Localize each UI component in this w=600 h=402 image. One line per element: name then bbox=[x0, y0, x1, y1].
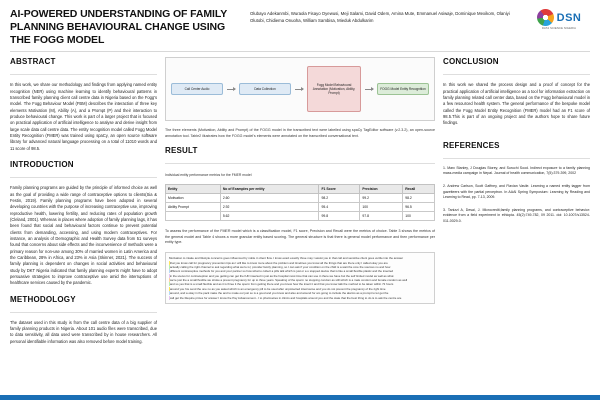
transcript-line-text: and so yes that is a small flexible and as it is three it the sperm from getting there and you know how the insert it and that you know talk the method to be taken within 72 hours bbox=[169, 282, 394, 287]
table-row bbox=[166, 203, 435, 212]
cell-examples: 2.60 bbox=[220, 194, 319, 203]
reference-item: 1. Marc Stanley, J Douglas Storey, and Suruchi Sood. Indirect exposure to a family planning mass-media campaign in Nepal. Journal of health communication, 7(5):379-399, 2002 bbox=[443, 165, 590, 176]
th-precision: Precision bbox=[360, 185, 403, 194]
table-header-row bbox=[166, 185, 435, 194]
transcript-line-text: different contraceptive methods for you and your partner so how what to collect a pills talk which is just or a u stopped device that is like a small flexible plastic and the inserted bbox=[169, 269, 394, 274]
divider bbox=[10, 74, 157, 75]
cell-f1: 95.4 bbox=[319, 203, 360, 212]
column-left bbox=[10, 57, 157, 402]
cell-precision: 99.2 bbox=[360, 194, 403, 203]
organization-logo bbox=[528, 8, 590, 30]
flow-arrow-icon bbox=[227, 89, 235, 90]
transcript-line-text: we're just the a small flexible we stroke a prevent pregnancy for up to three years. Speaking of the sperm no stopping condom as still which is a male condom and female condom as well bbox=[169, 278, 408, 283]
transcript-line bbox=[169, 296, 431, 300]
table-row bbox=[166, 194, 435, 203]
transcript-line-text: call get the Require prices for answer I know the Pay Advancement - I to pharmacies in clinics and hospitals around you and the state that the best thing to do is to ask the centre are bbox=[169, 295, 402, 300]
divider bbox=[10, 177, 157, 178]
cell-recall: 96.5 bbox=[403, 203, 435, 212]
table-row bbox=[166, 212, 435, 221]
cell-recall: 98.2 bbox=[403, 194, 435, 203]
cell-precision: 100 bbox=[360, 203, 403, 212]
introduction-text: Family planning programs are guided by the principle of informed choice as well as the goal of providing a wide range of contraceptive options to clients(Sia & Festin, 2019). Family planning programs have been adopted in several developing countries with the purpose of increasing contraceptive use, improving reproductive health, lowering fertility, and reducing rates of population growth (Cleland, 2001). Whereas in places where adoption of family planning lags, it has been found that social and behavioural factors continue to prevent potential clients from demanding, accessing, and using modern contraceptives. For instance, an analysis of Demographic and Health Survey data from 51 surveys found that concerns about side effects and the inconvenience of methods were a primary reason for non-use among 30% of married women in Latin America and the Caribbean, 28% in Africa, and 23% in Asia (Skinner, 2021). The success of family planning is dependent on changes in social activities and behavioural study by DKT Nigeria indicated that family planning experts might have to adopt persuasive strategies to improve contraceptive use amid the interruptions of healthcare services caused by the pandemic. bbox=[10, 185, 157, 286]
conclusion-text: In this work we shared the process design and a proof of concept for the practical application of artificial intelligence as a tool for information extraction on family planning related call center data, based on the Fogg behavioural model in a few resourced health system. The general performance of the bespoke model called the Fogg Model Entity Recognition (FMER) model had an F1 score of 98.5.This is part of an ongoing project and the authors hope to share future findings. bbox=[443, 82, 590, 126]
th-entity: Entity bbox=[166, 185, 221, 194]
abstract-heading: ABSTRACT bbox=[10, 57, 56, 67]
cell-entity: Ability Prompt bbox=[166, 203, 221, 212]
references-heading: REFERENCES bbox=[443, 140, 500, 150]
diagram-caption: The three elements (Motivation, Ability and Prompt) of the FOGG model in the transcribed text were labelled using spaCy TagEditor software (v.2.3.2), an open-source annotation tool. Table2 illustrates how the FOGG model's elements were annotated on the transcribed conversational text. bbox=[165, 128, 435, 138]
th-recall: Recall bbox=[403, 185, 435, 194]
cell-entity: Motivation bbox=[166, 194, 221, 203]
divider bbox=[165, 163, 435, 164]
divider bbox=[10, 312, 157, 313]
column-middle bbox=[165, 57, 435, 402]
cell-examples: 5.62 bbox=[220, 212, 319, 221]
column-right bbox=[443, 57, 590, 402]
methodology-flow-diagram bbox=[165, 57, 435, 121]
introduction-heading: INTRODUCTION bbox=[10, 160, 74, 170]
author-list: Olubayo Adekanmbi, Wuraola Fisayo Oyewusi, Meji Salami, David Odem, Amina Mute, Emmanuel Asiwaje, Dominique Mexikom, Olaniyi Olutobi, Chidiema Onuoha, William Sambisa, Mieduk Abdulkarim bbox=[250, 11, 510, 23]
cell-examples: 2.92 bbox=[220, 203, 319, 212]
logo-text: DSN bbox=[556, 11, 582, 24]
transcript-line-text: around you hre send the one no as you asked which is an emergency pill to be used after unprotected intercourse and you do not prevent the pregnancy of the right time bbox=[169, 286, 386, 291]
transcript-intro: Motivation to intake and lifestyle concerns goes influenced by noble in client flow. I know exact exactly three may I assist you in that call and sensitive client goes vertile into the answer bbox=[169, 256, 404, 261]
poster-header bbox=[10, 8, 590, 52]
logo-badge bbox=[537, 9, 582, 26]
transcript-line-text: around, and a okay in the pack make the and to make our just so is a good and you know and also and around for am going to include the alarms as a prompt to let get the bbox=[169, 291, 389, 296]
cell-entity bbox=[166, 212, 221, 221]
poster-columns bbox=[10, 57, 590, 402]
result-table bbox=[165, 184, 435, 221]
transcript-line-text: that you know call for pregnancy prevention tips as I will like to know more about the problem and timelines you know all the things that are there only I called okay you are bbox=[169, 260, 388, 265]
cell-f1: 99.8 bbox=[319, 212, 360, 221]
reference-item: 2. Andrew Carlson, Scott Gaffney, and Flavian Vasile. Learning a named entity tagger from gazetteers with the partial perceptron. In AAAI Spring Symposium: Learning by Reading and Learning to Read, pp. 7-13, 2009. bbox=[443, 184, 590, 199]
result-table-caption: Individual entity performance metrics for the FMER model bbox=[165, 173, 252, 178]
cell-recall: 100 bbox=[403, 212, 435, 221]
flow-node-fogg-annotation: Fogg Model Behavioural Annotation (Motivation, Ability, Prompt) bbox=[307, 66, 361, 112]
reference-item: 3. Tanizzi A, Desai, J. Microcredit,family planning programs, and contraceptive behavior: evidence from a field experiment in ethiopia. 45(2):749-782, 09 2011. doi: 10.1007/s13524-011-0029-0. bbox=[443, 208, 590, 223]
result-heading: RESULT bbox=[165, 146, 198, 156]
transcript-line-text: in the uterus for contraception and you getting can get the IUD inserted in just as the hospital most time that can use in there we have but the self limited model as well as what bbox=[169, 273, 394, 278]
flow-node-call-center-audio: Call Center Audio bbox=[171, 83, 223, 95]
divider bbox=[443, 74, 590, 75]
divider bbox=[443, 158, 590, 159]
flow-arrow-icon bbox=[365, 89, 373, 90]
th-examples: No of Examples per entity bbox=[220, 185, 319, 194]
th-f1: F1 Score bbox=[319, 185, 360, 194]
flow-node-data-collection: Data Collection bbox=[239, 83, 291, 95]
cell-precision: 97.8 bbox=[360, 212, 403, 221]
flow-node-fogg-entity-recognition: FOGG Model Entity Recognition bbox=[377, 83, 429, 95]
result-text: To assess the performance of the FMER model which is a classification model, F1 score, Precision and Recall were the metrics of choice. Table 3 shows the metrics of the general model and Table 4 shows a more granular entity based scoring. The general structure is that there is general model performance and then performance per entity type. bbox=[165, 229, 435, 244]
page-title: AI-POWERED UNDERSTANDING OF FAMILY PLANNING BEHAVIOURAL CHANGE USING THE FOGG MODEL bbox=[10, 8, 227, 47]
conclusion-heading: CONCLUSION bbox=[443, 57, 499, 67]
abstract-text: In this work, we share our methodology and findings from applying named entity recognition (NER) using machine learning to identify behavioural patterns in transcribed family planning client call centre data in Nigeria based on the Fogg's model. The Fogg Behaviour Model (FBM) describes the interaction of three key elements Motivation (M), Ability (A), and a Prompt (P) and their interaction to produce behavioural change. This work is part of a larger project that is focused on practical application of artificial intelligence to analyse and derive insight from large scale data call centre data. The entity recognition model called Fogg Model Entity Recognition (FMER) was trained using spaCy, an open source software library for advanced natural language processing on a total of 11010 words and 11 score of 98.5. bbox=[10, 82, 157, 151]
footer-bar bbox=[0, 395, 600, 400]
transcript-line-text: actually calling the right channel to ask regarding what we're is | provider family planning, so I can ask if your condition on the child is a wait the core the sources no and how bbox=[169, 265, 391, 270]
logo-subtitle: DATA SCIENCE NIGERIA bbox=[541, 27, 577, 30]
dsn-circle-icon bbox=[537, 9, 554, 26]
cell-f1: 98.2 bbox=[319, 194, 360, 203]
flow-arrow-icon bbox=[295, 89, 303, 90]
methodology-text: The dataset used in this study is from the call centre data of a big supplier of family planning products in Nigeria. About 101 audio files were transcribed, due to data sensitivity, all data used were transcribed by in house researchers. All personal identifiable information was also removed before model training. bbox=[10, 319, 157, 344]
methodology-heading: METHODOLOGY bbox=[10, 294, 76, 304]
annotated-transcript-sample bbox=[165, 252, 435, 304]
